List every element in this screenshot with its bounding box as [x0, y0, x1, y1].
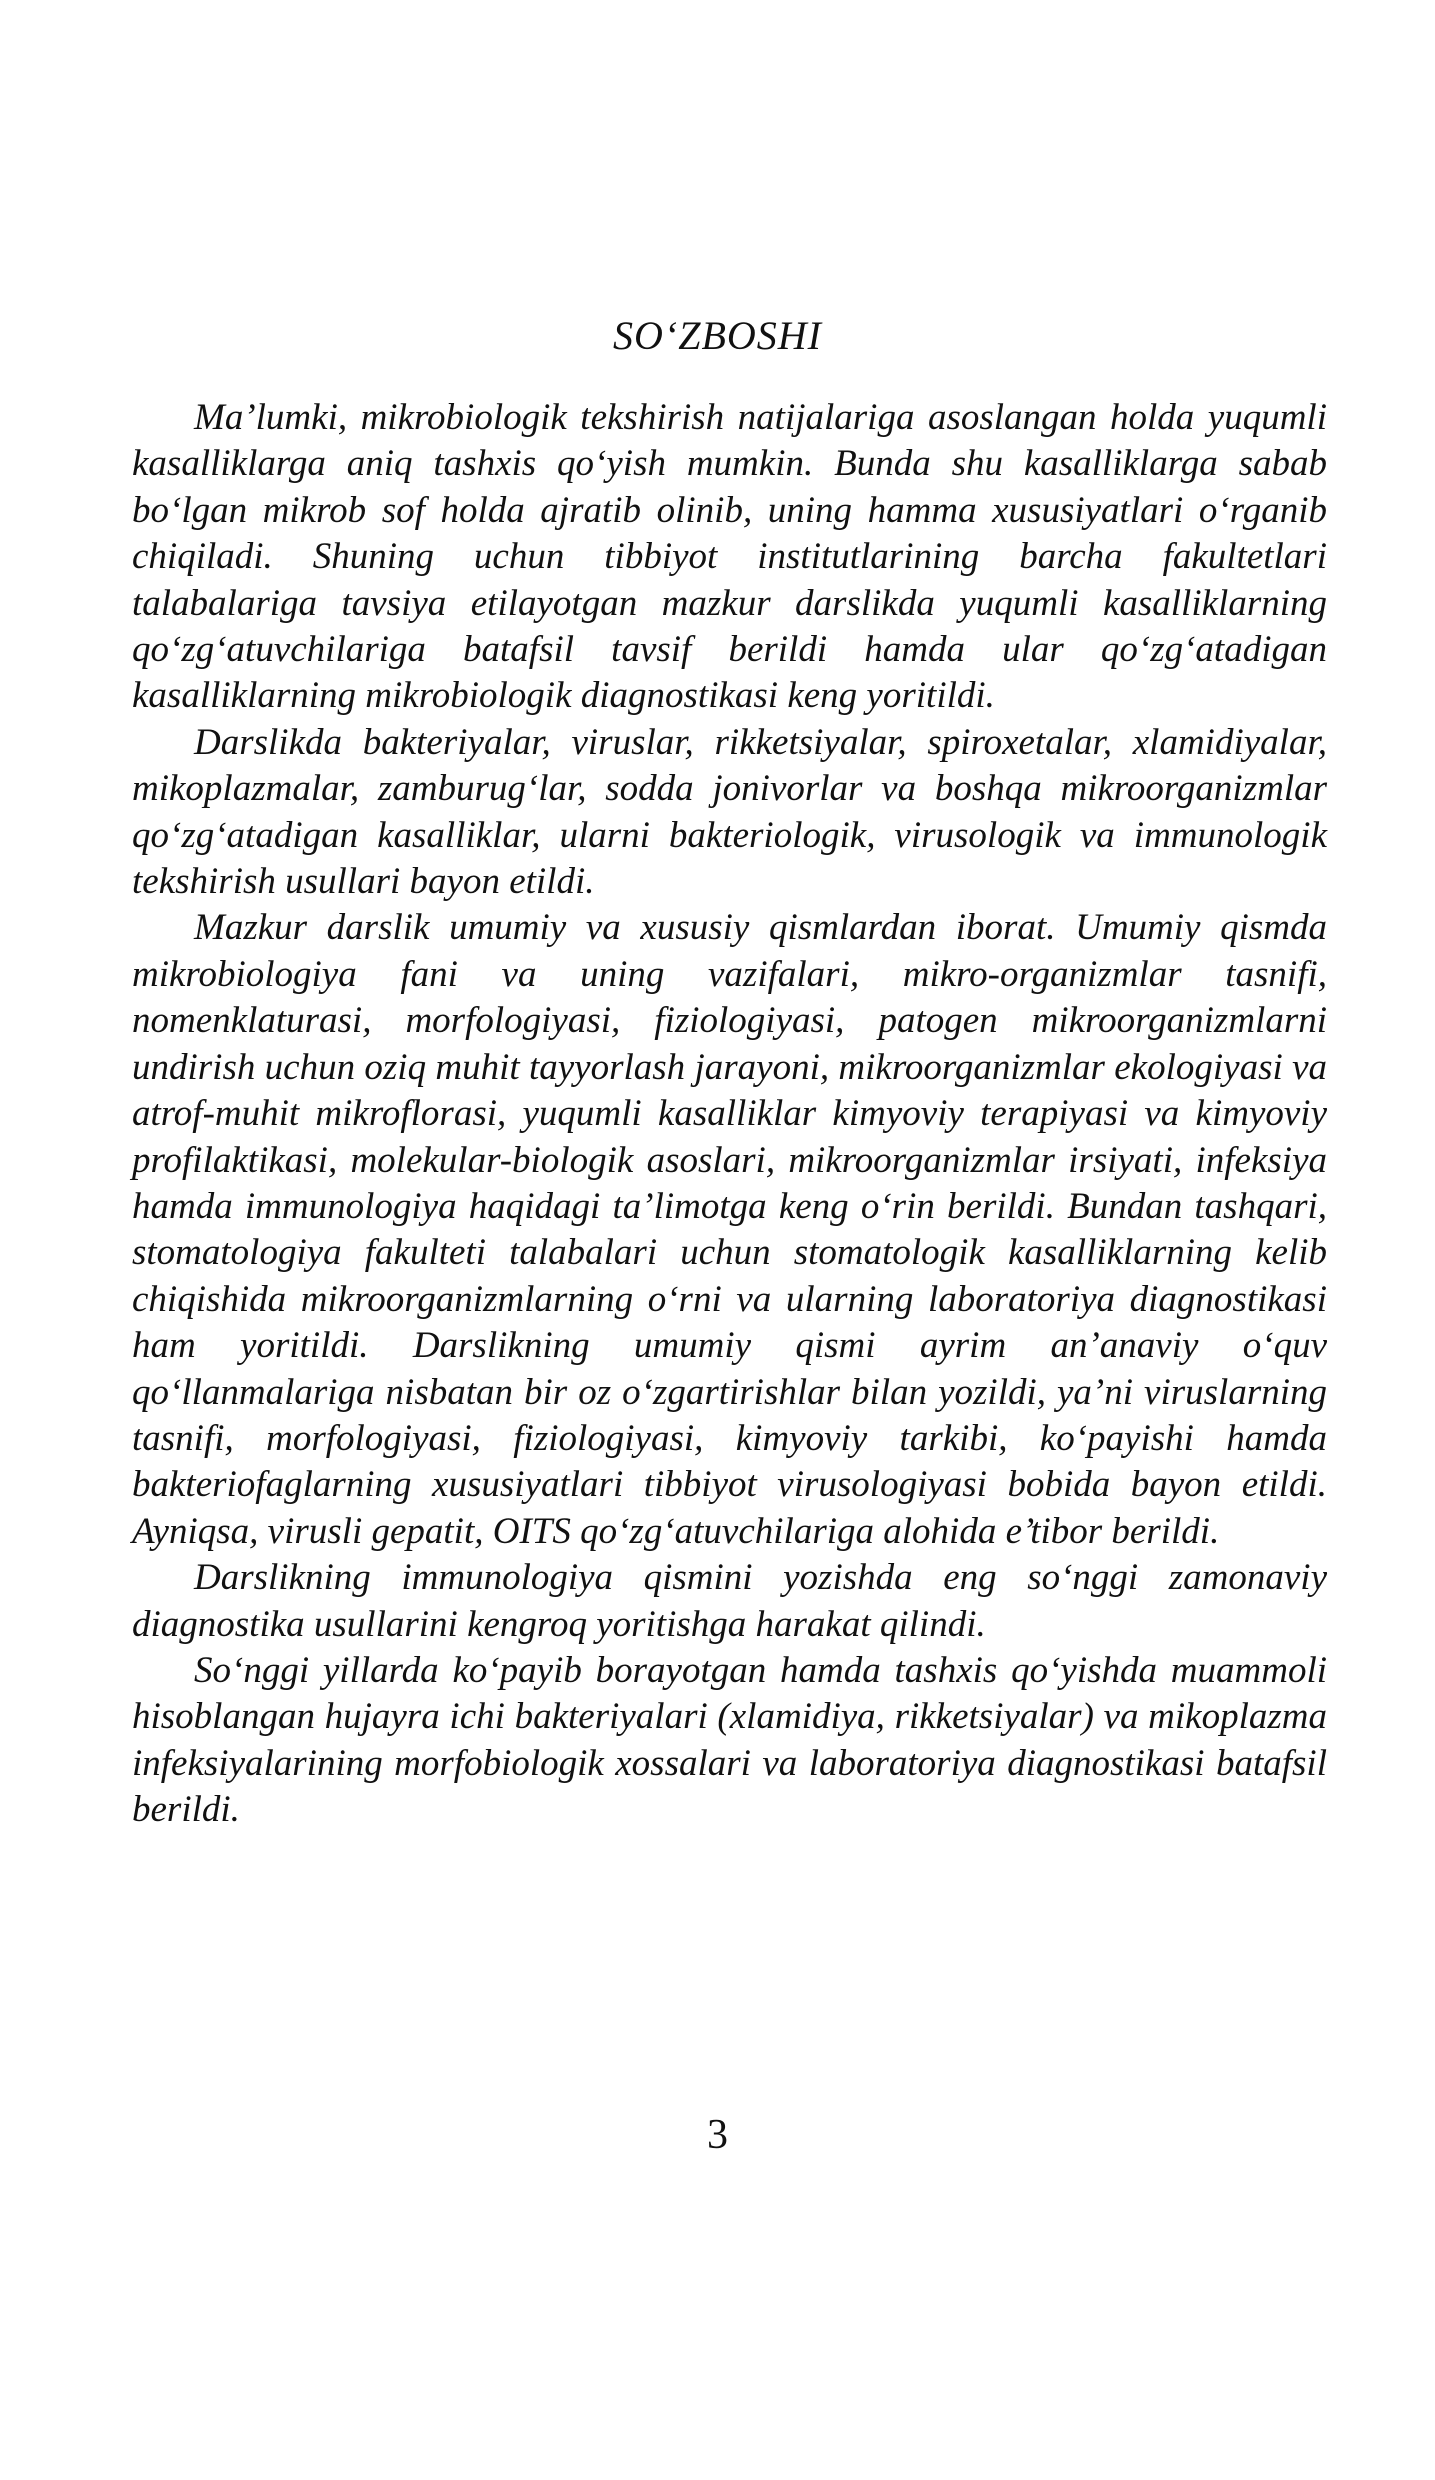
- paragraph-4: Darslikning immunologiya qismini yozishda eng so‘nggi zamonaviy diagnostika usullarini kengroq yoritishga harakat qilindi.: [132, 1557, 1327, 1645]
- paragraph-3: Mazkur darslik umumiy va xususiy qismlardan iborat. Umumiy qismda mikrobiologiya fani va uning vazifalari, mikro-organizmlar tasnifi, nomenklaturasi, morfologiyasi, fiziologiyasi, patogen mikroorganizmlarni undirish uchun oziq muhit tayyorlash jarayoni, mikroorganizmlar ekologiyasi va atrof-muhit mikroflorasi, yuqumli kasalliklar kimyoviy terapiyasi va kimyoviy profilaktikasi, molekular-biologik asoslari, mikroorganizmlar irsiyati, infeksiya hamda immunologiya haqidagi ta’limotga keng o‘rin berildi. Bundan tashqari, stomatologiya fakulteti talabalari uchun stomatologik kasalliklarning kelib chiqishida mikroorganizmlarning o‘rni va ularning laboratoriya diagnostikasi ham yoritildi. Darslikning umumiy qismi ayrim an’anaviy o‘quv qo‘llanmalariga nisbatan bir oz o‘zgartirishlar bilan yozildi, ya’ni viruslarning tasnifi, morfologiyasi, fiziologiyasi, kimyoviy tarkibi, ko‘payishi hamda bakteriofaglarning xususiyatlari tibbiyot virusologiyasi bobida bayon etildi. Ayniqsa, virusli gepatit, OITS qo‘zg‘atuvchilariga alohida e’tibor berildi.: [132, 907, 1327, 1552]
- page-number: 3: [707, 2112, 728, 2158]
- section-heading: SO‘ZBOSHI: [613, 313, 822, 358]
- paragraph-2: Darslikda bakteriyalar, viruslar, rikketsiyalar, spiroxetalar, xlamidiyalar, mikoplazmalar, zamburug‘lar, sodda jonivorlar va boshqa mikroorganizmlar qo‘zg‘atadigan kasalliklar, ularni bakteriologik, virusologik va immunologik tekshirish usullari bayon etildi.: [132, 721, 1327, 903]
- body-text: [132, 395, 1327, 1834]
- paragraph-5: So‘nggi yillarda ko‘payib borayotgan hamda tashxis qo‘yishda muammoli hisoblangan hujayra ichi bakteriyalari (xlamidiya, rikketsiyalar) va mikoplazma infeksiyalarining morfobiologik xossalari va laboratoriya diagnostikasi batafsil berildi.: [132, 1649, 1327, 1831]
- paragraph-1: Ma’lumki, mikrobiologik tekshirish natijalariga asoslangan holda yuqumli kasalliklarga aniq tashxis qo‘yish mumkin. Bunda shu kasalliklarga sabab bo‘lgan mikrob sof holda ajratib olinib, uning hamma xususiyatlari o‘rganib chiqiladi. Shuning uchun tibbiyot institutlarining barcha fakultetlari talabalariga tavsiya etilayotgan mazkur darslikda yuqumli kasalliklarning qo‘zg‘atuvchilariga batafsil tavsif berildi hamda ular qo‘zg‘atadigan kasalliklarning mikrobiologik diagnostikasi keng yoritildi.: [132, 397, 1327, 717]
